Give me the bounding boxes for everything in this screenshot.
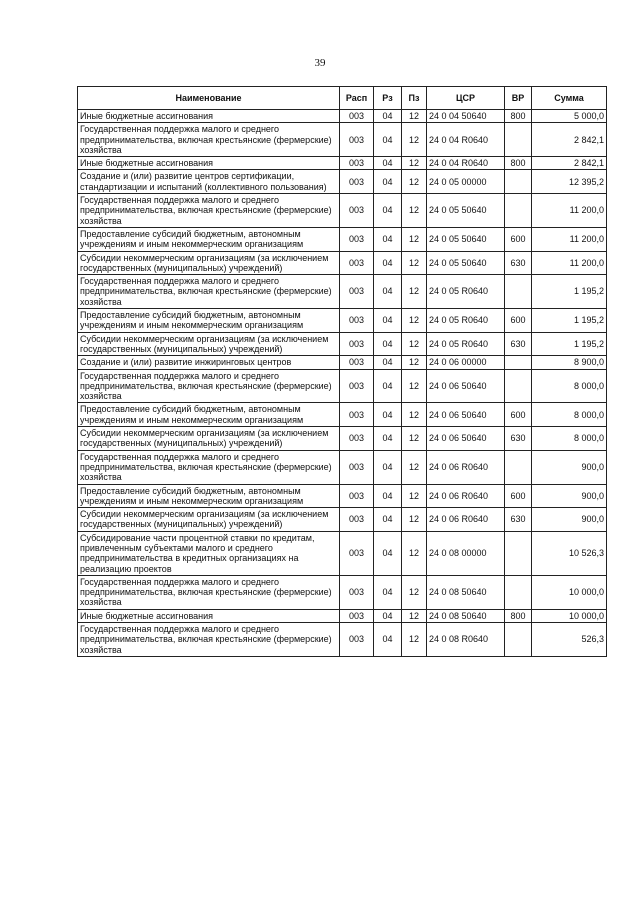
cell-sum: 12 395,2: [532, 170, 607, 194]
cell-rasp: 003: [340, 356, 374, 369]
table-row: [78, 427, 607, 451]
cell-rz: 04: [374, 369, 402, 403]
table-row: [78, 123, 607, 157]
cell-rasp: 003: [340, 450, 374, 484]
cell-name: Государственная поддержка малого и среднего предпринимательства, включая крестьянские (фермерские) хозяйства: [78, 575, 340, 609]
cell-pz: 12: [402, 194, 427, 228]
cell-name: Государственная поддержка малого и среднего предпринимательства, включая крестьянские (фермерские) хозяйства: [78, 450, 340, 484]
cell-name: Субсидирование части процентной ставки по кредитам, привлеченным субъектами малого и среднего предпринимательства в кредитных организациях на реализацию проектов: [78, 531, 340, 575]
cell-rasp: 003: [340, 275, 374, 309]
table-row: [78, 450, 607, 484]
cell-vr: 630: [505, 332, 532, 356]
table-row: [78, 275, 607, 309]
cell-csr: 24 0 06 R0640: [427, 450, 505, 484]
cell-rasp: 003: [340, 369, 374, 403]
cell-name: Государственная поддержка малого и среднего предпринимательства, включая крестьянские (фермерские) хозяйства: [78, 369, 340, 403]
cell-name: Субсидии некоммерческим организациям (за исключением государственных (муниципальных) учреждений): [78, 427, 340, 451]
table-row: [78, 575, 607, 609]
cell-name: Предоставление субсидий бюджетным, автономным учреждениям и иным некоммерческим организациям: [78, 227, 340, 251]
cell-sum: 900,0: [532, 508, 607, 532]
cell-rasp: 003: [340, 110, 374, 123]
cell-rz: 04: [374, 251, 402, 275]
cell-pz: 12: [402, 450, 427, 484]
cell-rasp: 003: [340, 531, 374, 575]
cell-sum: 11 200,0: [532, 251, 607, 275]
cell-vr: [505, 194, 532, 228]
cell-name: Иные бюджетные ассигнования: [78, 110, 340, 123]
cell-vr: [505, 531, 532, 575]
cell-rasp: 003: [340, 609, 374, 622]
cell-sum: 2 842,1: [532, 123, 607, 157]
cell-vr: [505, 450, 532, 484]
cell-name: Государственная поддержка малого и среднего предпринимательства, включая крестьянские (фермерские) хозяйства: [78, 623, 340, 657]
cell-rasp: 003: [340, 623, 374, 657]
cell-rz: 04: [374, 623, 402, 657]
cell-pz: 12: [402, 531, 427, 575]
budget-table: [77, 86, 607, 657]
cell-rz: 04: [374, 508, 402, 532]
table-row: [78, 170, 607, 194]
table-row: [78, 484, 607, 508]
cell-csr: 24 0 08 R0640: [427, 623, 505, 657]
table-row: [78, 508, 607, 532]
cell-csr: 24 0 06 50640: [427, 427, 505, 451]
column-header-pz: Пз: [402, 87, 427, 110]
cell-vr: 600: [505, 309, 532, 333]
table-row: [78, 609, 607, 622]
cell-name: Иные бюджетные ассигнования: [78, 609, 340, 622]
cell-rasp: 003: [340, 251, 374, 275]
table-row: [78, 194, 607, 228]
cell-sum: 10 000,0: [532, 575, 607, 609]
cell-rz: 04: [374, 356, 402, 369]
cell-name: Иные бюджетные ассигнования: [78, 157, 340, 170]
cell-rz: 04: [374, 531, 402, 575]
table-row: [78, 227, 607, 251]
cell-sum: 1 195,2: [532, 275, 607, 309]
cell-pz: 12: [402, 623, 427, 657]
cell-sum: 11 200,0: [532, 194, 607, 228]
cell-rz: 04: [374, 609, 402, 622]
cell-rz: 04: [374, 157, 402, 170]
cell-pz: 12: [402, 332, 427, 356]
cell-name: Предоставление субсидий бюджетным, автономным учреждениям и иным некоммерческим организациям: [78, 403, 340, 427]
cell-sum: 2 842,1: [532, 157, 607, 170]
cell-rz: 04: [374, 123, 402, 157]
cell-csr: 24 0 06 50640: [427, 369, 505, 403]
cell-rasp: 003: [340, 575, 374, 609]
cell-vr: [505, 170, 532, 194]
cell-sum: 11 200,0: [532, 227, 607, 251]
cell-csr: 24 0 05 R0640: [427, 309, 505, 333]
cell-rasp: 003: [340, 227, 374, 251]
cell-rasp: 003: [340, 332, 374, 356]
column-header-csr: ЦСР: [427, 87, 505, 110]
cell-vr: 630: [505, 508, 532, 532]
cell-vr: 800: [505, 609, 532, 622]
cell-csr: 24 0 04 50640: [427, 110, 505, 123]
page-number: 39: [314, 57, 326, 69]
cell-csr: 24 0 06 50640: [427, 403, 505, 427]
cell-pz: 12: [402, 403, 427, 427]
cell-sum: 5 000,0: [532, 110, 607, 123]
table-body: [78, 110, 607, 657]
cell-rz: 04: [374, 110, 402, 123]
column-header-sum: Сумма: [532, 87, 607, 110]
cell-csr: 24 0 06 R0640: [427, 508, 505, 532]
cell-pz: 12: [402, 275, 427, 309]
table-row: [78, 332, 607, 356]
cell-csr: 24 0 06 R0640: [427, 484, 505, 508]
cell-vr: [505, 369, 532, 403]
cell-pz: 12: [402, 251, 427, 275]
cell-sum: 8 900,0: [532, 356, 607, 369]
cell-rz: 04: [374, 450, 402, 484]
cell-rz: 04: [374, 332, 402, 356]
cell-rasp: 003: [340, 484, 374, 508]
cell-rasp: 003: [340, 403, 374, 427]
cell-csr: 24 0 05 50640: [427, 194, 505, 228]
table-row: [78, 157, 607, 170]
cell-rz: 04: [374, 275, 402, 309]
cell-vr: 800: [505, 157, 532, 170]
cell-vr: [505, 123, 532, 157]
cell-sum: 900,0: [532, 484, 607, 508]
cell-rasp: 003: [340, 123, 374, 157]
cell-csr: 24 0 08 00000: [427, 531, 505, 575]
cell-rz: 04: [374, 403, 402, 427]
cell-pz: 12: [402, 484, 427, 508]
table-row: [78, 110, 607, 123]
cell-csr: 24 0 05 R0640: [427, 332, 505, 356]
cell-sum: 8 000,0: [532, 427, 607, 451]
cell-pz: 12: [402, 369, 427, 403]
cell-pz: 12: [402, 157, 427, 170]
cell-csr: 24 0 05 R0640: [427, 275, 505, 309]
table-row: [78, 623, 607, 657]
cell-pz: 12: [402, 356, 427, 369]
column-header-vr: ВР: [505, 87, 532, 110]
cell-rz: 04: [374, 484, 402, 508]
cell-sum: 1 195,2: [532, 332, 607, 356]
cell-sum: 8 000,0: [532, 403, 607, 427]
table-row: [78, 309, 607, 333]
cell-name: Государственная поддержка малого и среднего предпринимательства, включая крестьянские (фермерские) хозяйства: [78, 275, 340, 309]
cell-pz: 12: [402, 508, 427, 532]
cell-sum: 10 526,3: [532, 531, 607, 575]
cell-vr: [505, 275, 532, 309]
cell-rz: 04: [374, 427, 402, 451]
table-row: [78, 251, 607, 275]
cell-pz: 12: [402, 427, 427, 451]
cell-pz: 12: [402, 123, 427, 157]
cell-rasp: 003: [340, 157, 374, 170]
cell-sum: 1 195,2: [532, 309, 607, 333]
table-row: [78, 531, 607, 575]
cell-pz: 12: [402, 170, 427, 194]
cell-vr: 600: [505, 403, 532, 427]
cell-sum: 900,0: [532, 450, 607, 484]
cell-csr: 24 0 05 00000: [427, 170, 505, 194]
cell-rasp: 003: [340, 427, 374, 451]
cell-name: Создание и (или) развитие центров сертификации, стандартизации и испытаний (коллективного пользования): [78, 170, 340, 194]
cell-rasp: 003: [340, 309, 374, 333]
cell-csr: 24 0 08 50640: [427, 609, 505, 622]
cell-csr: 24 0 04 R0640: [427, 123, 505, 157]
cell-sum: 8 000,0: [532, 369, 607, 403]
cell-sum: 10 000,0: [532, 609, 607, 622]
table-row: [78, 369, 607, 403]
cell-pz: 12: [402, 575, 427, 609]
cell-name: Субсидии некоммерческим организациям (за исключением государственных (муниципальных) учреждений): [78, 508, 340, 532]
cell-name: Предоставление субсидий бюджетным, автономным учреждениям и иным некоммерческим организациям: [78, 309, 340, 333]
cell-name: Предоставление субсидий бюджетным, автономным учреждениям и иным некоммерческим организациям: [78, 484, 340, 508]
column-header-name: Наименование: [78, 87, 340, 110]
cell-csr: 24 0 08 50640: [427, 575, 505, 609]
cell-vr: 600: [505, 484, 532, 508]
cell-rz: 04: [374, 170, 402, 194]
column-header-rz: Рз: [374, 87, 402, 110]
cell-vr: [505, 356, 532, 369]
cell-csr: 24 0 04 R0640: [427, 157, 505, 170]
table-row: [78, 356, 607, 369]
cell-rasp: 003: [340, 508, 374, 532]
cell-name: Государственная поддержка малого и среднего предпринимательства, включая крестьянские (фермерские) хозяйства: [78, 194, 340, 228]
cell-csr: 24 0 05 50640: [427, 251, 505, 275]
cell-rasp: 003: [340, 170, 374, 194]
cell-pz: 12: [402, 309, 427, 333]
column-header-rasp: Расп: [340, 87, 374, 110]
cell-rz: 04: [374, 309, 402, 333]
cell-name: Государственная поддержка малого и среднего предпринимательства, включая крестьянские (фермерские) хозяйства: [78, 123, 340, 157]
cell-name: Субсидии некоммерческим организациям (за исключением государственных (муниципальных) учреждений): [78, 251, 340, 275]
cell-vr: [505, 575, 532, 609]
cell-vr: 600: [505, 227, 532, 251]
cell-vr: [505, 623, 532, 657]
cell-name: Создание и (или) развитие инжиринговых центров: [78, 356, 340, 369]
cell-pz: 12: [402, 227, 427, 251]
cell-vr: 800: [505, 110, 532, 123]
cell-vr: 630: [505, 427, 532, 451]
table-header-row: [78, 87, 607, 110]
cell-rz: 04: [374, 227, 402, 251]
cell-pz: 12: [402, 110, 427, 123]
cell-rz: 04: [374, 575, 402, 609]
table-row: [78, 403, 607, 427]
cell-csr: 24 0 05 50640: [427, 227, 505, 251]
cell-name: Субсидии некоммерческим организациям (за исключением государственных (муниципальных) учреждений): [78, 332, 340, 356]
cell-pz: 12: [402, 609, 427, 622]
cell-csr: 24 0 06 00000: [427, 356, 505, 369]
cell-vr: 630: [505, 251, 532, 275]
cell-rasp: 003: [340, 194, 374, 228]
cell-rz: 04: [374, 194, 402, 228]
cell-sum: 526,3: [532, 623, 607, 657]
